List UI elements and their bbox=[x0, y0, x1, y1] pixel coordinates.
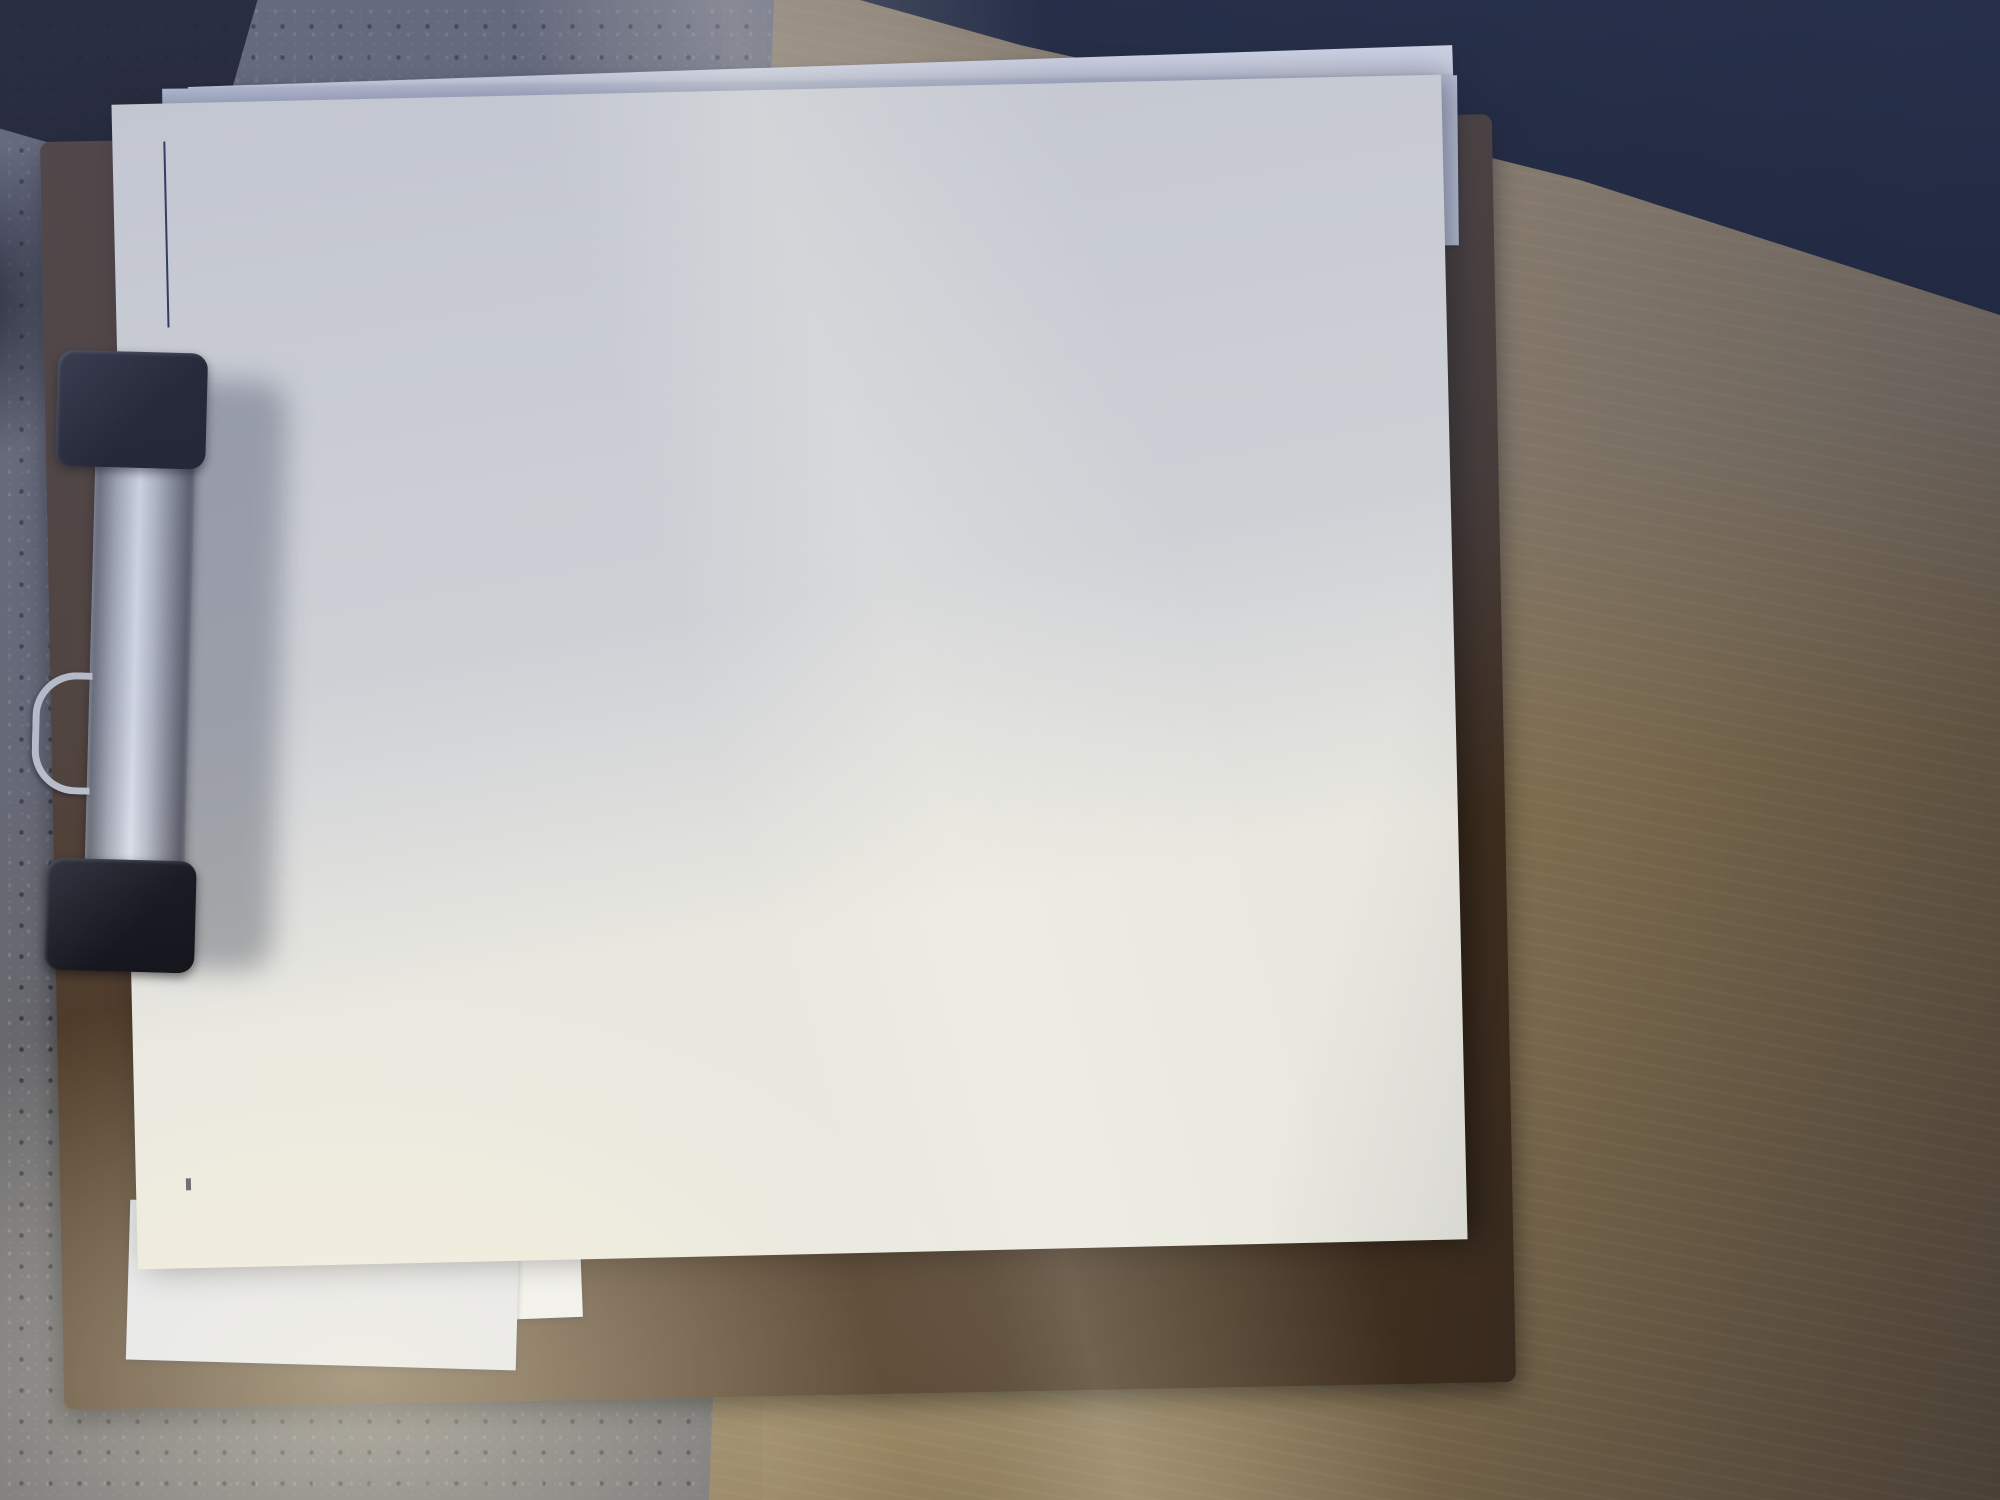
logo-tagline bbox=[186, 1178, 191, 1190]
clip-rubber-grip bbox=[44, 858, 197, 974]
item-number bbox=[162, 142, 169, 334]
item-number-value bbox=[162, 142, 169, 328]
clip-rubber-grip bbox=[55, 350, 208, 470]
vehicle-equipment-form bbox=[111, 75, 1467, 1270]
clipboard-clip bbox=[42, 350, 238, 979]
jjkane-watermark bbox=[1914, 1440, 1982, 1456]
jjkane-logo bbox=[182, 1178, 192, 1220]
clip-wire bbox=[31, 671, 93, 795]
form-paper bbox=[111, 75, 1467, 1270]
